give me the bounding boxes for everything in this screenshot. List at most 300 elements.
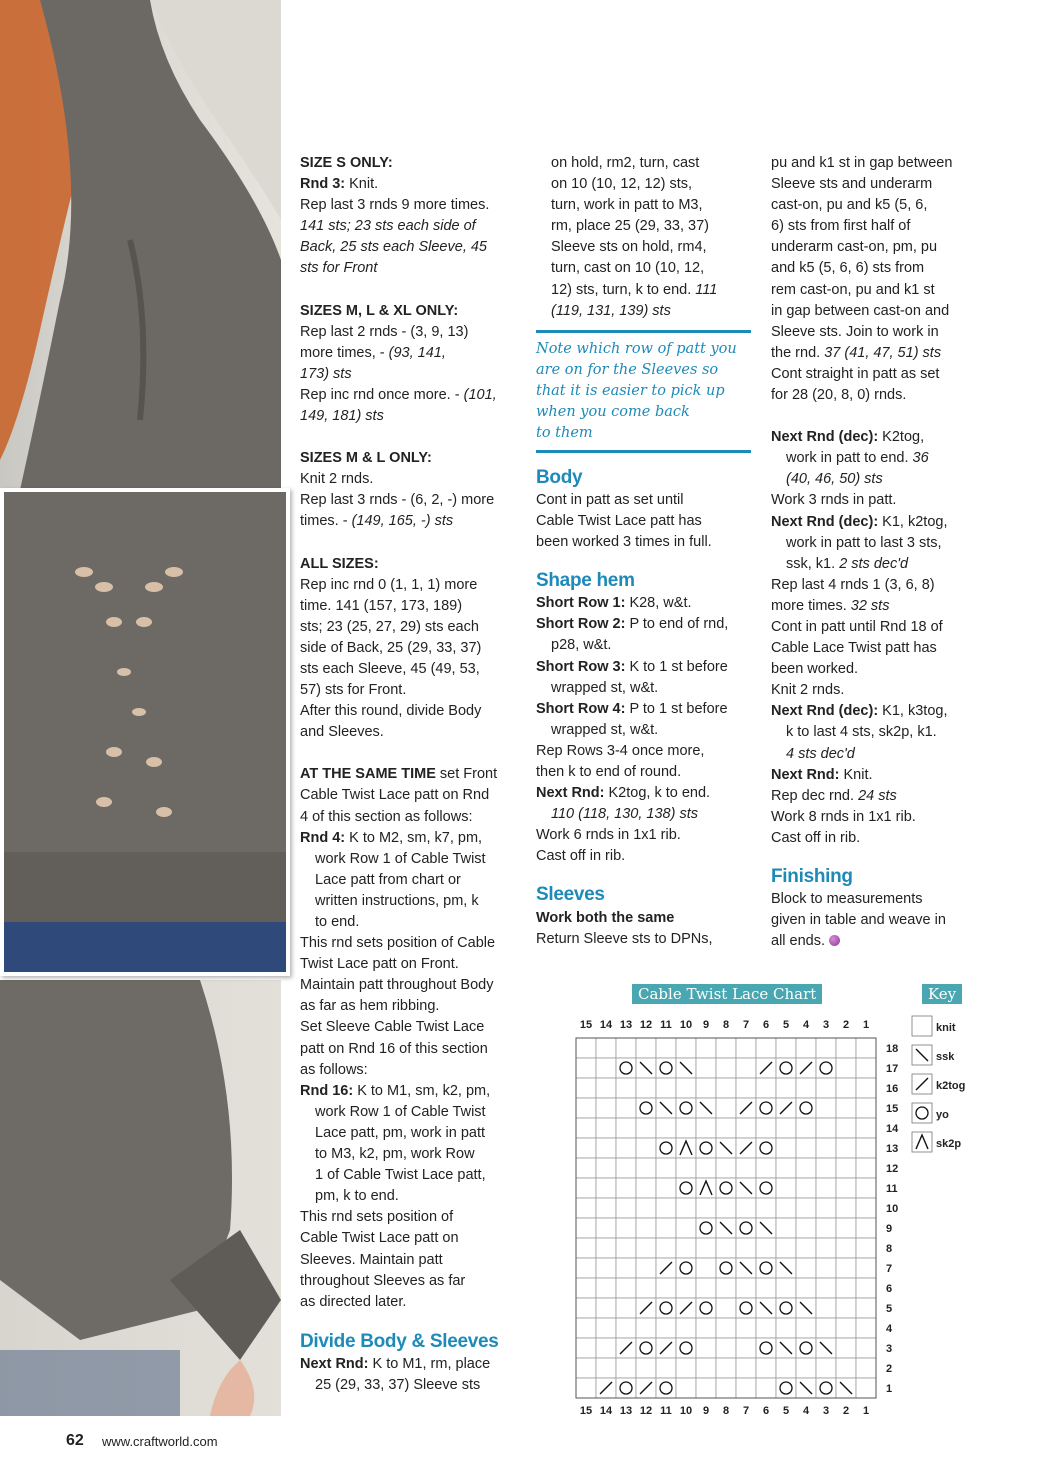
chart-cell [576, 1218, 596, 1238]
chart-cell [776, 1218, 796, 1238]
chart-cell [756, 1178, 776, 1198]
text-line [300, 511, 525, 532]
text-line: Work 8 rnds in 1x1 rib. [771, 808, 916, 825]
text-line: Cable Twist Lace patt on Rnd [300, 787, 490, 804]
chart-cell [676, 1358, 696, 1378]
chart-cell [716, 1238, 736, 1258]
text-line: work Row 1 of Cable Twist [315, 1103, 486, 1120]
key-label: k2tog [936, 1080, 966, 1092]
chart-cell [576, 1098, 596, 1118]
text-span: (101, [463, 386, 497, 403]
chart-cell [756, 1358, 776, 1378]
chart-cell [716, 1198, 736, 1218]
chart-col-label-bottom: 14 [599, 1405, 613, 1417]
chart-cell [616, 1178, 636, 1198]
text-span: 111 [695, 281, 718, 298]
text-line: Knit 2 rnds. [771, 682, 845, 699]
chart-cell [836, 1278, 856, 1298]
heading-sizes-mlxl: SIZES M, L & XL ONLY: [300, 302, 459, 319]
text-line: work Row 1 of Cable Twist [315, 850, 486, 867]
text-line: Cont in patt as set until [536, 491, 684, 508]
text-line [300, 343, 525, 364]
text-line: Back, 25 sts each Sleeve, 45 [300, 239, 487, 256]
text-line: for 28 (20, 8, 0) rnds. [771, 387, 907, 404]
text-line: This rnd sets position of [300, 1209, 454, 1226]
emphasis: AT THE SAME TIME [300, 766, 436, 783]
text-line: and Sleeves. [300, 724, 384, 741]
text-span: times. - [300, 513, 352, 530]
text-span: K1, k3tog, [878, 703, 948, 720]
text-line: 110 (118, 130, 138) sts [551, 806, 698, 823]
text-column-3 [771, 153, 986, 952]
chart-cell [636, 1138, 656, 1158]
chart-cell [716, 1178, 736, 1198]
note-line: when you come back [536, 403, 690, 420]
text-line: 25 (29, 33, 37) Sleeve sts [315, 1376, 481, 1393]
text-line: Cont straight in patt as set [771, 365, 940, 382]
row-label: Short Row 4: [536, 700, 626, 717]
cable-twist-lace-chart [570, 1012, 900, 1417]
chart-cell [756, 1318, 776, 1338]
text-line: as far as hem ribbing. [300, 998, 440, 1015]
chart-col-label-top: 12 [639, 1019, 653, 1031]
chart-cell [676, 1198, 696, 1218]
chart-cell [656, 1278, 676, 1298]
text-line [771, 427, 986, 448]
chart-cell [576, 1338, 596, 1358]
photo-bottom [0, 980, 281, 1416]
chart-col-label-top: 14 [599, 1019, 613, 1031]
text-line [300, 828, 525, 849]
text-line: (40, 46, 50) sts [786, 471, 883, 488]
chart-cell [596, 1058, 616, 1078]
chart-cell [796, 1258, 816, 1278]
chart-cell [656, 1218, 676, 1238]
chart-cell [616, 1298, 636, 1318]
text-line [771, 931, 986, 952]
chart-cell [576, 1178, 596, 1198]
text-span: (149, 165, -) sts [351, 513, 454, 530]
chart-cell [856, 1198, 876, 1218]
chart-cell [856, 1218, 876, 1238]
chart-cell [716, 1378, 736, 1398]
text-line: wrapped st, w&t. [551, 721, 659, 738]
chart-cell [676, 1258, 696, 1278]
text-line: been worked. [771, 661, 859, 678]
text-span: K2tog, [878, 429, 925, 446]
chart-cell [676, 1218, 696, 1238]
chart-cell [616, 1318, 636, 1338]
chart-cell [696, 1038, 716, 1058]
heading-divide-body-sleeves: Divide Body & Sleeves [300, 1330, 499, 1352]
chart-cell [636, 1318, 656, 1338]
chart-cell [596, 1238, 616, 1258]
chart-cell [596, 1138, 616, 1158]
chart-cell [796, 1198, 816, 1218]
text-line: Rep last 2 rnds - (3, 9, 13) [300, 323, 469, 340]
chart-cell [776, 1038, 796, 1058]
key-cell [912, 1016, 932, 1036]
text-span: K1, k2tog, [878, 513, 948, 530]
key-label: knit [936, 1022, 956, 1034]
heading-shape-hem: Shape hem [536, 570, 635, 592]
chart-cell [776, 1378, 796, 1398]
chart-row-label: 13 [886, 1143, 899, 1155]
text-line [536, 280, 751, 301]
chart-cell [676, 1278, 696, 1298]
chart-cell [756, 1158, 776, 1178]
chart-col-label-top: 4 [802, 1019, 810, 1031]
text-line: Cable Lace Twist patt has [771, 640, 937, 657]
text-span: more times. [771, 597, 851, 614]
chart-cell [676, 1078, 696, 1098]
heading-size-s: SIZE S ONLY: [300, 155, 393, 171]
text-line: 4 sts dec'd [786, 745, 855, 762]
text-span: Rep dec rnd. [771, 787, 859, 804]
text-line: on hold, rm2, turn, cast [551, 155, 700, 171]
text-line: and k5 (5, 6, 6) sts from [771, 260, 925, 277]
chart-cell [796, 1098, 816, 1118]
chart-cell [696, 1318, 716, 1338]
text-span: P to end of rnd, [625, 616, 729, 633]
text-line: k to last 4 sts, sk2p, k1. [786, 724, 937, 741]
chart-cell [736, 1318, 756, 1338]
chart-cell [576, 1298, 596, 1318]
key-label: yo [936, 1109, 949, 1121]
text-span: K to 1 st before [625, 658, 728, 675]
text-line [536, 593, 751, 614]
chart-cell [736, 1378, 756, 1398]
chart-cell [796, 1038, 816, 1058]
chart-cell [796, 1178, 816, 1198]
text-span: 32 sts [850, 597, 890, 614]
chart-cell [716, 1078, 736, 1098]
text-line: turn, work in patt to M3, [551, 197, 703, 214]
chart-cell [736, 1298, 756, 1318]
text-line: in gap between cast-on and [771, 302, 950, 319]
text-line: Sleeve sts and underarm [771, 176, 933, 193]
chart-cell [716, 1158, 736, 1178]
chart-cell [636, 1338, 656, 1358]
chart-row-label: 8 [886, 1243, 893, 1255]
chart-cell [816, 1078, 836, 1098]
text-line [771, 701, 986, 722]
text-line [536, 614, 751, 635]
chart-cell [656, 1358, 676, 1378]
text-line: Work both the same [536, 909, 675, 926]
heading-body: Body [536, 466, 583, 488]
heading-sizes-ml: SIZES M & L ONLY: [300, 450, 432, 467]
chart-row-label: 14 [886, 1123, 899, 1135]
page-number: 62 [66, 1432, 84, 1449]
chart-cell [856, 1298, 876, 1318]
chart-cell [836, 1198, 856, 1218]
text-line: sts for Front [300, 260, 378, 277]
chart-cell [656, 1178, 676, 1198]
text-line: Knit 2 rnds. [300, 471, 374, 488]
text-line: then k to end of round. [536, 763, 682, 780]
text-line: Cast off in rib. [771, 829, 861, 846]
chart-cell [656, 1058, 676, 1078]
row-label: Next Rnd (dec): [771, 703, 879, 720]
chart-cell [756, 1258, 776, 1278]
chart-cell [796, 1318, 816, 1338]
chart-cell [676, 1118, 696, 1138]
chart-row-label: 17 [886, 1063, 899, 1075]
chart-title: Cable Twist Lace Chart [632, 984, 822, 1004]
chart-cell [676, 1178, 696, 1198]
chart-cell [856, 1138, 876, 1158]
chart-cell [676, 1338, 696, 1358]
note-line: that it is easier to pick up [536, 382, 725, 399]
chart-cell [696, 1258, 716, 1278]
chart-cell [616, 1098, 636, 1118]
text-line: Set Sleeve Cable Twist Lace [300, 1019, 485, 1036]
chart-cell [736, 1218, 756, 1238]
text-span: Rep inc rnd once more. - [300, 386, 464, 403]
text-line: Cable Twist Lace patt on [300, 1230, 459, 1247]
chart-cell [756, 1278, 776, 1298]
chart-col-label-bottom: 9 [702, 1405, 710, 1417]
chart-cell [856, 1098, 876, 1118]
row-label: Rnd 16: [300, 1082, 354, 1099]
chart-cell [796, 1218, 816, 1238]
chart-cell [836, 1258, 856, 1278]
chart-cell [836, 1118, 856, 1138]
chart-row-label: 1 [886, 1383, 893, 1395]
footer-url: www.craftworld.com [102, 1434, 218, 1449]
text-span: K to M2, sm, k7, pm, [345, 829, 483, 846]
text-span: 36 [912, 450, 929, 467]
chart-cell [716, 1338, 736, 1358]
chart-cell [716, 1358, 736, 1378]
chart-cell [836, 1078, 856, 1098]
chart-cell [636, 1278, 656, 1298]
chart-cell [676, 1378, 696, 1398]
text-line [536, 783, 751, 804]
chart-col-label-top: 3 [822, 1019, 830, 1031]
text-line: Rep last 3 rnds 9 more times. [300, 197, 490, 214]
text-span: the rnd. [771, 344, 825, 361]
text-column-1 [300, 153, 525, 1396]
chart-cell [596, 1258, 616, 1278]
chart-cell [636, 1358, 656, 1378]
chart-cell [676, 1318, 696, 1338]
chart-col-label-bottom: 15 [579, 1405, 593, 1417]
chart-cell [856, 1178, 876, 1198]
chart-row-label: 18 [886, 1043, 899, 1055]
chart-cell [796, 1078, 816, 1098]
chart-cell [736, 1038, 756, 1058]
chart-cell [816, 1118, 836, 1138]
chart-cell [656, 1138, 676, 1158]
chart-cell [716, 1298, 736, 1318]
chart-cell [596, 1118, 616, 1138]
chart-cell [636, 1118, 656, 1138]
text-line: Cast off in rib. [536, 848, 626, 865]
text-line: as directed later. [300, 1293, 407, 1310]
chart-row-label: 2 [886, 1363, 893, 1375]
chart-cell [756, 1078, 776, 1098]
chart-cell [576, 1158, 596, 1178]
chart-cell [696, 1158, 716, 1178]
chart-cell [656, 1198, 676, 1218]
cable-lace-closeup [4, 492, 286, 972]
text-line: written instructions, pm, k [315, 892, 479, 909]
note-box [536, 330, 751, 453]
key-label: sk2p [936, 1138, 962, 1150]
chart-cell [756, 1338, 776, 1358]
chart-cell [756, 1038, 776, 1058]
chart-cell [576, 1078, 596, 1098]
chart-cell [836, 1098, 856, 1118]
note-line: are on for the Sleeves so [536, 361, 719, 378]
chart-cell [736, 1078, 756, 1098]
text-line [300, 1081, 525, 1102]
chart-col-label-top: 7 [742, 1019, 750, 1031]
chart-cell [596, 1298, 616, 1318]
chart-row-label: 3 [886, 1343, 893, 1355]
text-line: been worked 3 times in full. [536, 534, 712, 551]
chart-cell [756, 1118, 776, 1138]
chart-cell [596, 1278, 616, 1298]
sweater-photo-top [0, 0, 281, 490]
text-line: 141 sts; 23 sts each side of [300, 218, 476, 235]
text-line [771, 448, 986, 469]
text-line [771, 343, 986, 364]
chart-cell [816, 1138, 836, 1158]
photo-top [0, 0, 281, 490]
chart-row-label: 7 [886, 1263, 893, 1275]
chart-cell [696, 1218, 716, 1238]
chart-cell [796, 1338, 816, 1358]
chart-cell [636, 1098, 656, 1118]
chart-cell [576, 1278, 596, 1298]
chart-cell [616, 1378, 636, 1398]
chart-cell [716, 1318, 736, 1338]
text-line: side of Back, 25 (29, 33, 37) [300, 639, 482, 656]
chart-cell [696, 1338, 716, 1358]
text-line [300, 174, 525, 195]
text-line [536, 699, 751, 720]
chart-cell [836, 1318, 856, 1338]
chart-cell [856, 1378, 876, 1398]
chart-cell [856, 1038, 876, 1058]
chart-cell [776, 1298, 796, 1318]
chart-cell [856, 1318, 876, 1338]
text-line: to M3, k2, pm, work Row [315, 1146, 475, 1163]
chart-cell [576, 1238, 596, 1258]
text-line [771, 596, 986, 617]
chart-row-label: 4 [886, 1323, 893, 1335]
chart-col-label-top: 2 [842, 1019, 850, 1031]
chart-col-label-top: 8 [722, 1019, 730, 1031]
chart-cell [816, 1218, 836, 1238]
chart-col-label-top: 15 [579, 1019, 593, 1031]
chart-cell [676, 1238, 696, 1258]
text-line [536, 657, 751, 678]
sleeve-photo [0, 980, 281, 1416]
chart-cell [656, 1238, 676, 1258]
chart-cell [716, 1258, 736, 1278]
chart-cell [776, 1118, 796, 1138]
chart-cell [756, 1238, 776, 1258]
chart-cell [576, 1118, 596, 1138]
chart-cell [856, 1358, 876, 1378]
chart-cell [576, 1198, 596, 1218]
text-line: Rep last 4 rnds 1 (3, 6, 8) [771, 576, 935, 593]
chart-cell [836, 1038, 856, 1058]
chart-row-label: 5 [886, 1303, 893, 1315]
chart-col-label-bottom: 13 [619, 1405, 633, 1417]
chart-cell [736, 1158, 756, 1178]
row-label: Next Rnd: [771, 766, 840, 783]
chart-cell [836, 1058, 856, 1078]
chart-cell [836, 1138, 856, 1158]
chart-cell [596, 1178, 616, 1198]
chart-col-label-bottom: 8 [722, 1405, 730, 1417]
chart-cell [576, 1138, 596, 1158]
text-line: Return Sleeve sts to DPNs, [536, 930, 713, 947]
chart-cell [596, 1078, 616, 1098]
text-line: Lace patt from chart or [315, 871, 461, 888]
chart-cell [776, 1358, 796, 1378]
chart-cell [656, 1378, 676, 1398]
text-span: more times, - [300, 344, 389, 361]
text-line: Work 6 rnds in 1x1 rib. [536, 827, 681, 844]
chart-row-label: 12 [886, 1163, 899, 1175]
chart-cell [836, 1218, 856, 1238]
text-line: 1 of Cable Twist Lace patt, [315, 1167, 486, 1184]
text-line: Maintain patt throughout Body [300, 977, 494, 994]
text-span: work in patt to end. [786, 450, 913, 467]
text-line: Sleeve sts. Join to work in [771, 323, 939, 340]
text-span: Knit. [345, 176, 379, 193]
heading-finishing: Finishing [771, 866, 853, 887]
chart-col-label-bottom: 12 [639, 1405, 653, 1417]
chart-cell [616, 1158, 636, 1178]
text-line: 149, 181) sts [300, 408, 384, 425]
text-line: rm, place 25 (29, 33, 37) [551, 218, 709, 235]
chart-cell [656, 1158, 676, 1178]
chart-cell [836, 1338, 856, 1358]
chart-cell [696, 1378, 716, 1398]
chart-cell [616, 1278, 636, 1298]
chart-cell [816, 1038, 836, 1058]
text-span: K to M1, sm, k2, pm, [353, 1082, 491, 1099]
chart-cell [596, 1198, 616, 1218]
text-span: P to 1 st before [625, 700, 728, 717]
chart-cell [696, 1358, 716, 1378]
chart-cell [816, 1258, 836, 1278]
chart-col-label-bottom: 10 [679, 1405, 693, 1417]
text-line: Work 3 rnds in patt. [771, 492, 897, 509]
chart-cell [616, 1258, 636, 1278]
text-line: (119, 131, 139) sts [551, 302, 671, 319]
chart-cell [816, 1358, 836, 1378]
chart-cell [576, 1038, 596, 1058]
text-line: throughout Sleeves as far [300, 1272, 466, 1289]
text-line: underarm cast-on, pm, pu [771, 239, 938, 256]
chart-cell [856, 1118, 876, 1138]
text-span: Knit. [839, 766, 873, 783]
chart-cell [616, 1118, 636, 1138]
chart-cell [856, 1078, 876, 1098]
text-line: p28, w&t. [551, 637, 612, 654]
chart-cell [796, 1138, 816, 1158]
chart-cell [616, 1218, 636, 1238]
text-line: Block to measurements [771, 891, 923, 908]
